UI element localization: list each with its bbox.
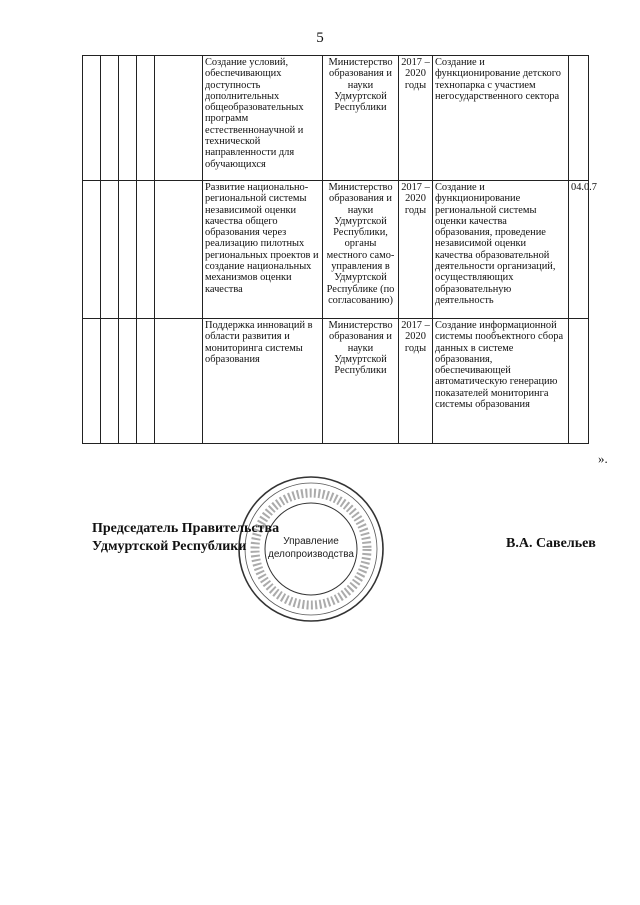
table-cell-blank [83, 181, 101, 319]
table-cell-blank [119, 56, 137, 181]
signatory-position [92, 520, 279, 556]
code-cell: 04.0.7 [569, 181, 589, 319]
stamp-center-line2: делопроизводства [267, 549, 355, 560]
result-cell: Создание и функционирование детского технопарка с участием негосударственного сектора [433, 56, 569, 181]
table-cell-blank [155, 181, 203, 319]
table-row [83, 56, 589, 181]
closing-quote: ». [598, 451, 608, 466]
table-cell-blank [155, 56, 203, 181]
code-cell [569, 319, 589, 444]
table-cell-blank [83, 56, 101, 181]
result-cell: Создание информационной системы пообъектного сбора данных в системе образования, обеспечивающей автоматическую генерацию показателей мониторинга системы образования [433, 319, 569, 444]
period-cell: 2017 – 2020 годы [399, 319, 433, 444]
table-cell-blank [101, 319, 119, 444]
signatory-name: В.А. Савельев [506, 536, 596, 551]
period-cell: 2017 – 2020 годы [399, 181, 433, 319]
activity-cell: Создание условий, обеспечивающих доступность дополнительных общеобразовательных программ естественнонаучной и технической направленности для обучающихся [203, 56, 323, 181]
page-number: 5 [316, 30, 324, 46]
table-cell-blank [101, 181, 119, 319]
period-cell: 2017 – 2020 годы [399, 56, 433, 181]
result-cell: Создание и функционирование региональной системы оценки качества образования, проведение независимой оценки качества образовательной деятельности организаций, осуществляющих образовательную деятельность [433, 181, 569, 319]
table-cell-blank [137, 56, 155, 181]
activity-cell: Поддержка инноваций в области развития и мониторинга системы образования [203, 319, 323, 444]
signatory-position-line2: Удмуртской Республики [92, 539, 247, 554]
table-cell-blank [119, 319, 137, 444]
table-row [83, 319, 589, 444]
table-row [83, 181, 589, 319]
table-cell-blank [83, 319, 101, 444]
ministry-cell: Министерство образования и науки Удмуртской Республики [323, 56, 399, 181]
table-cell-blank [119, 181, 137, 319]
table-cell-blank [155, 319, 203, 444]
ministry-cell: Министерство образования и науки Удмуртской Республики [323, 319, 399, 444]
stamp-center-line1: Управление [283, 536, 339, 547]
activity-cell: Развитие национально-региональной системы независимой оценки качества общего образования через реализацию пилотных региональных проектов и создание национальных механизмов оценки качества [203, 181, 323, 319]
measures-table [82, 55, 597, 444]
code-cell [569, 56, 589, 181]
signatory-position-line1: Председатель Правительства [92, 521, 280, 536]
table-cell-blank [137, 181, 155, 319]
table-cell-blank [137, 319, 155, 444]
table-cell-blank [101, 56, 119, 181]
ministry-cell: Министерство образования и науки Удмуртской Республики, органы местного само-управления в Удмуртской Республике (по согласованию) [323, 181, 399, 319]
